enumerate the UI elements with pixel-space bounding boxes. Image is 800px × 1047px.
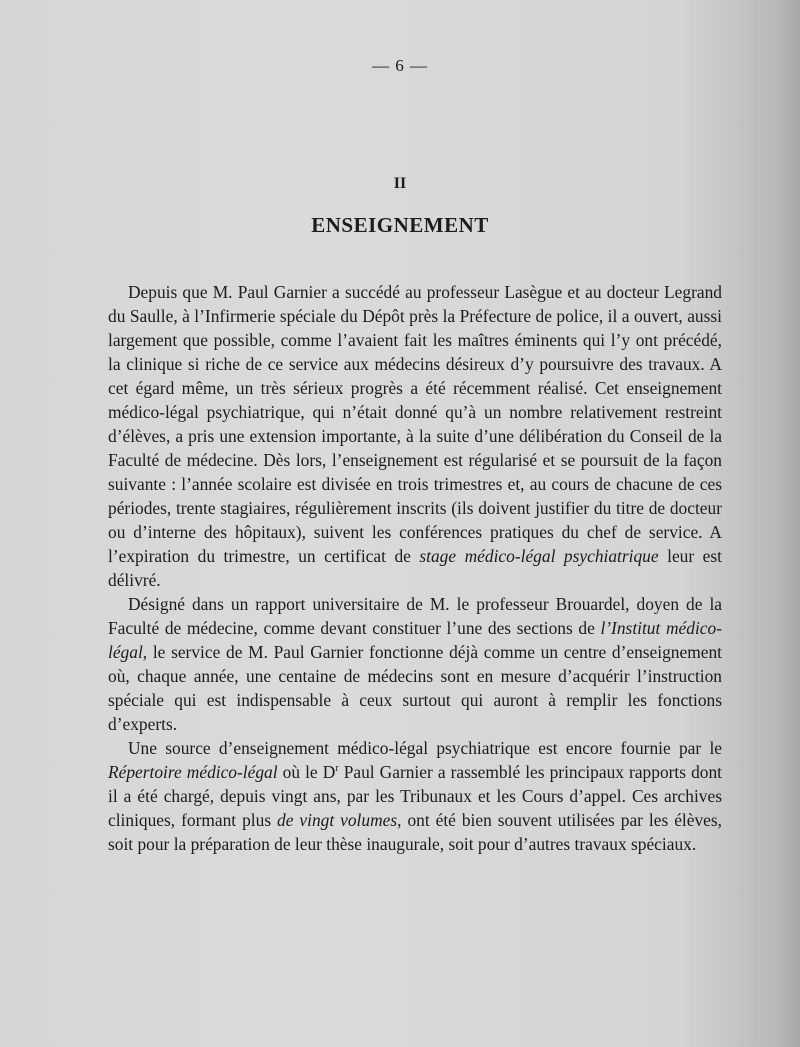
section-title: ENSEIGNEMENT (311, 213, 489, 237)
body-text (108, 280, 722, 856)
paragraph-text: Paul Garnier a rassemblé les principaux rapports dont il a été chargé, depuis vingt ans, par les Tribunaux et les Cours d’appel. Ces archives cliniques, formant plus (108, 762, 723, 830)
superscript-text: r (335, 763, 339, 775)
paragraph-text: Désigné dans un rapport universitaire de M. le professeur Brouardel, doyen de la Faculté de médecine, comme devant constituer l’une des sections de (108, 594, 722, 638)
italic-text: Répertoire médico-légal (108, 762, 278, 782)
paragraph-text: leur est délivré. (108, 546, 722, 590)
paragraph-text: Une source d’enseignement médico-légal psychiatrique est encore fournie par le (128, 738, 722, 758)
paragraph (108, 736, 722, 856)
italic-text: stage médico-légal psychiatrique (419, 546, 659, 566)
page-number: — 6 — (372, 56, 428, 75)
paragraph-text: Depuis que M. Paul Garnier a succédé au professeur Lasègue et au docteur Legrand du Saulle, à l’Infirmerie spéciale du Dépôt près la Préfecture de police, il a ouvert, aussi largement que possible, comme l’avaient fait les maîtres éminents qui l’y ont précédé, la clinique si riche de ce service aux médecins désireux d’y poursuivre des travaux. A cet égard même, un très sérieux progrès a été récemment réalisé. Cet enseignement médico-légal psychiatrique, qui n’était donné qu’à un nombre relativement restreint d’élèves, a pris une extension importante, à la suite d’une délibération du Conseil de la Faculté de médecine. Dès lors, l’enseignement est régularisé et se poursuit de la façon suivante : l’année scolaire est divisée en trois trimestres et, au cours de chacune de ces périodes, trente stagiaires, régulièrement inscrits (ils doivent justifier du titre de docteur ou d’interne des hôpitaux), suivent les conférences pratiques du chef de service. A l’expiration du trimestre, un certificat de (108, 282, 722, 566)
section-number: II (393, 175, 407, 192)
paragraph (108, 280, 722, 592)
italic-text: l’Institut médico-légal (108, 618, 722, 662)
paragraph-text: , le service de M. Paul Garnier fonctionne déjà comme un centre d’enseignement où, chaque année, une centaine de médecins sont en mesure d’acquérir l’instruction spéciale qui est indispensable à ceux surtout qui auront à remplir les fonctions d’experts. (108, 642, 722, 734)
paragraph-text: , ont été bien souvent utilisées par les élèves, soit pour la préparation de leur thèse inaugurale, soit pour d’autres travaux spéciaux. (108, 810, 722, 854)
italic-text: de vingt volumes (277, 810, 398, 830)
paragraph (108, 592, 722, 736)
paragraph-text: où le D (277, 762, 336, 782)
